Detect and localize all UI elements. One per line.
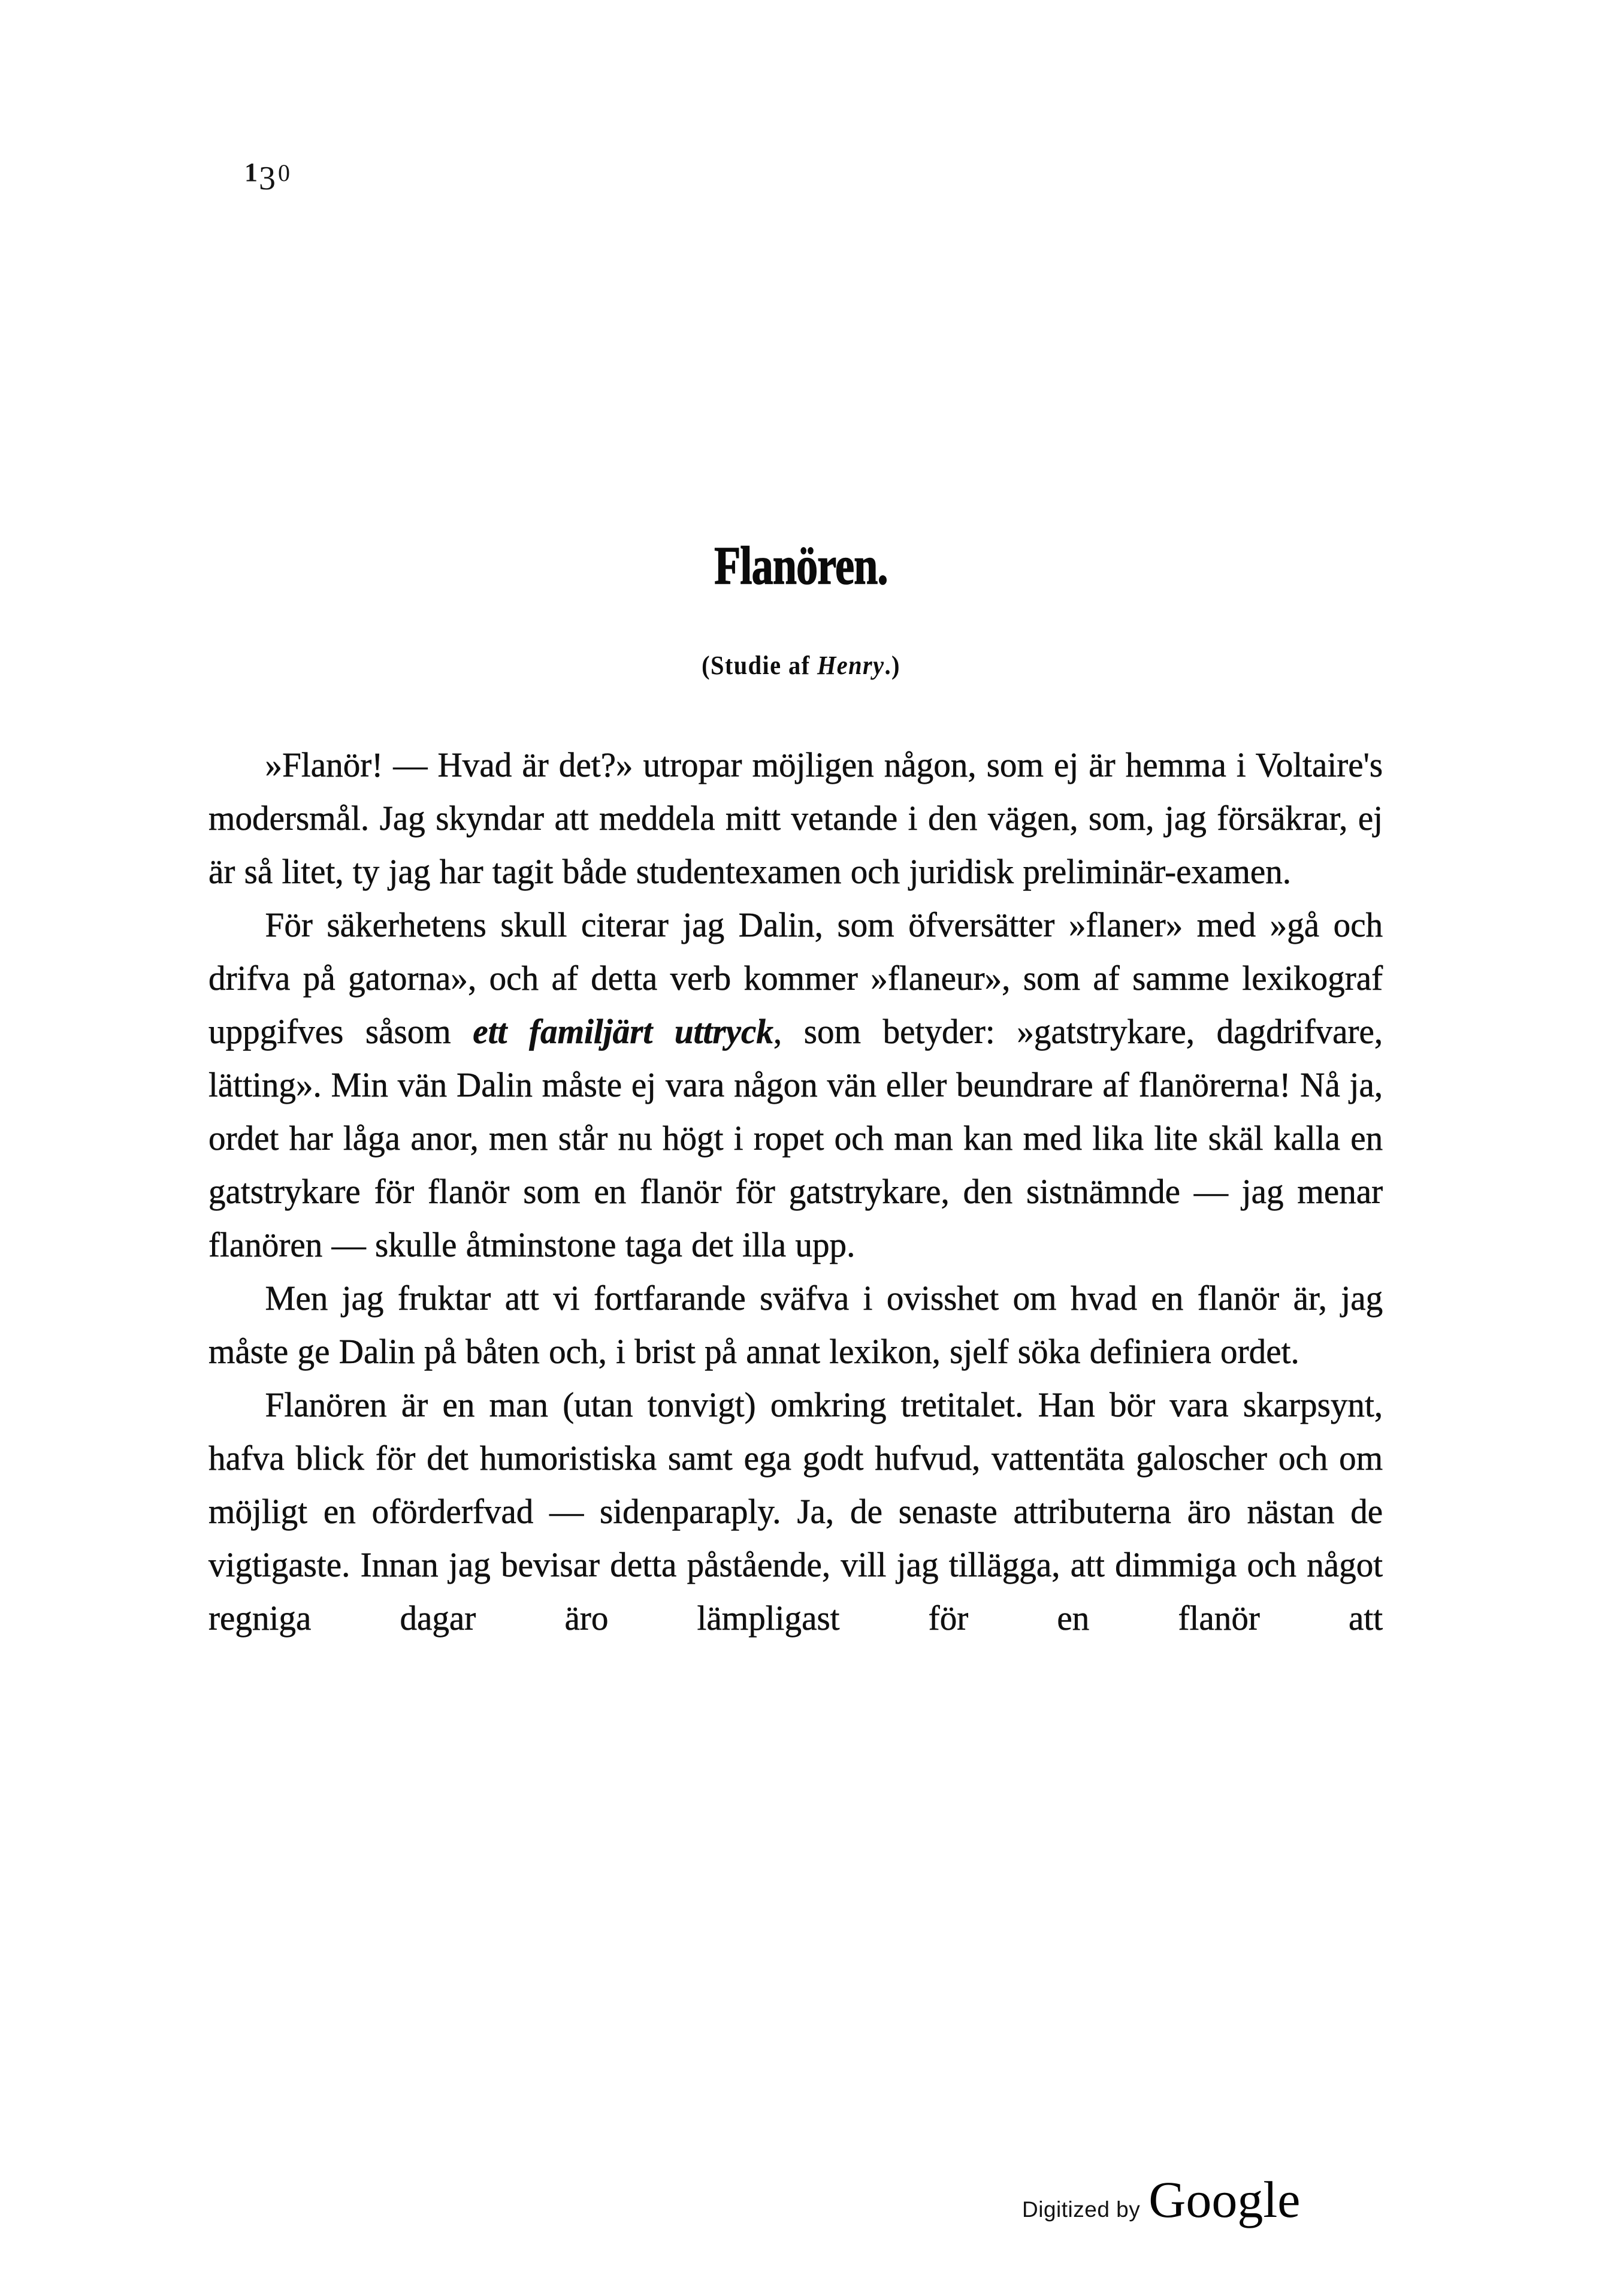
subtitle (64, 650, 1538, 681)
subtitle-prefix: (Studie af (702, 651, 817, 680)
page-number-digit: 0 (278, 159, 292, 186)
subtitle-author-name: Henry (817, 651, 885, 680)
paragraph: Flanören är en man (utan tonvigt) omkring tretitalet. Han bör vara skarpsynt, hafva blick för det humoristiska samt ega godt hufvud, vattentäta galoscher och om möjligt en oförderfvad — sidenparaply. Ja, de senaste attributerna äro nästan de vigtigaste. Innan jag bevisar detta påstående, vill jag tillägga, att dimmiga och något regniga dagar äro lämpligast för en flanör att (208, 1385, 1383, 1638)
google-logo-text: Google (1148, 2171, 1301, 2228)
page-title: Flanören. (714, 536, 888, 596)
paragraph-run: För säkerhetens skull citerar jag Dalin, som öfversätter »flaner» med »gå och drifva på gatorna», och af detta verb kommer »flaneur», som af samme lexikograf uppgifves såsom (208, 905, 1383, 1051)
watermark-prefix: Digitized by (1022, 2197, 1141, 2222)
paragraph (208, 898, 1383, 1271)
text-column (208, 738, 1401, 1698)
paragraph: Men jag fruktar att vi fortfarande sväfva i ovisshet om hvad en flanör är, jag måste ge Dalin på båten och, i brist på annat lexikon, sjelf söka definiera ordet. (208, 1279, 1383, 1371)
title-block (0, 536, 1602, 596)
digitized-by-watermark (1022, 2171, 1301, 2228)
page-number (244, 155, 292, 198)
page-number-digit: 1 (244, 158, 259, 187)
subtitle-suffix: .) (884, 651, 900, 680)
paragraph-run: , som betyder: »gatstrykare, dagdrifvare, lätting». Min vän Dalin måste ej vara någon vän eller beundrare af flanörerna! Nå ja, ordet har låga anor, men står nu högt i ropet och man kan med lika lite skäl kalla en gatstrykare för flanör som en flanör för gatstrykare, den sistnämnde — jag menar flanören — skulle åtminstone taga det illa upp. (208, 1012, 1383, 1264)
paragraph: »Flanör! — Hvad är det?» utropar möjligen någon, som ej är hemma i Voltaire's modersmål. Jag skyndar att meddela mitt vetande i den vägen, som, jag försäkrar, ej är så litet, ty jag har tagit både studentexamen och juridisk preliminär-examen. (208, 745, 1383, 891)
page-number-digit: 3 (259, 160, 278, 197)
italic-phrase: ett familjärt uttryck (473, 1012, 773, 1051)
